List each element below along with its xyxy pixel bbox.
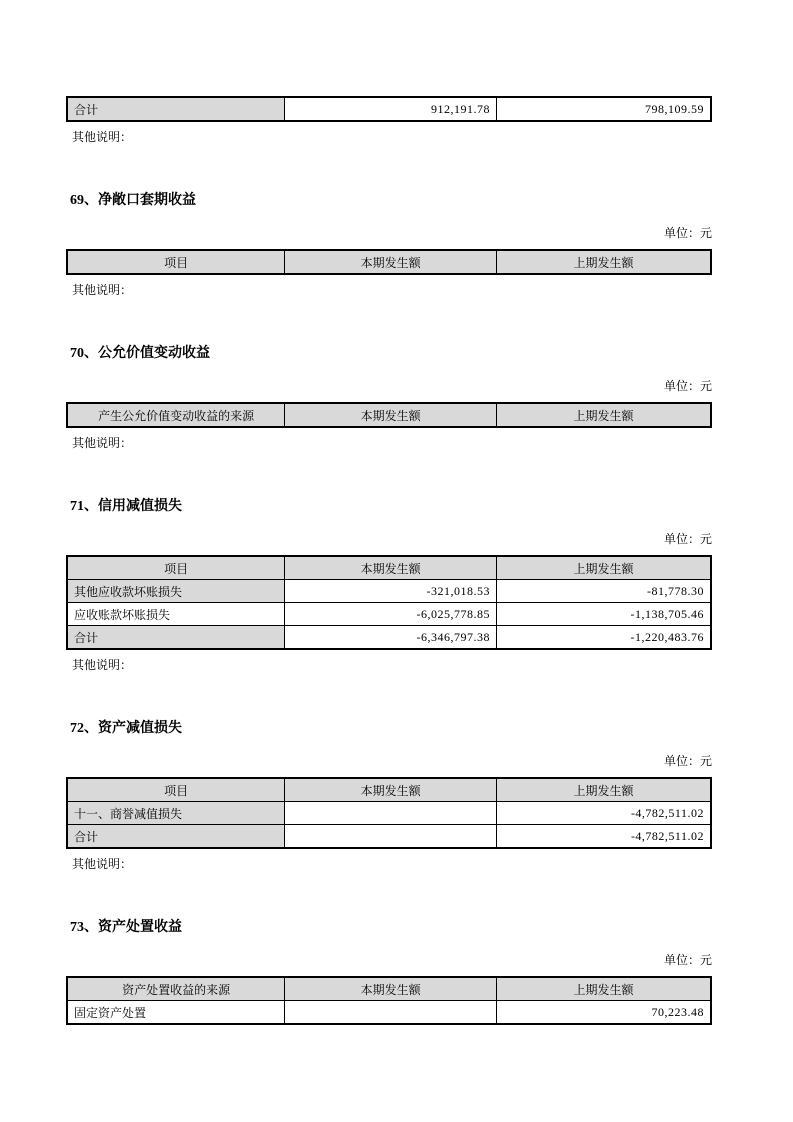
prior-amount: -1,220,483.76 xyxy=(497,626,711,650)
total-current-amount: 912,191.78 xyxy=(285,97,497,121)
section-70-title: 70、公允价值变动收益 xyxy=(70,346,210,361)
row-label: 其他应收款坏账损失 xyxy=(67,580,285,603)
table-row-total xyxy=(67,825,711,849)
col-header-current-period: 本期发生额 xyxy=(285,403,497,427)
prior-amount: -4,782,511.02 xyxy=(497,825,711,849)
section-69-title: 69、净敞口套期收益 xyxy=(70,193,196,208)
table-header-row xyxy=(67,250,711,274)
table-row-total xyxy=(67,97,711,121)
col-header-current-period: 本期发生额 xyxy=(285,250,497,274)
table-header-row xyxy=(67,977,711,1001)
col-header-current-period: 本期发生额 xyxy=(285,556,497,580)
current-amount: -321,018.53 xyxy=(285,580,497,603)
col-header-item: 项目 xyxy=(67,778,285,802)
col-header-prior-period: 上期发生额 xyxy=(497,403,711,427)
previous-section-total-table xyxy=(66,96,712,122)
col-header-item: 项目 xyxy=(67,250,285,274)
col-header-current-period: 本期发生额 xyxy=(285,778,497,802)
prior-amount: -81,778.30 xyxy=(497,580,711,603)
other-note: 其他说明： xyxy=(72,857,133,871)
section-71-title: 71、信用减值损失 xyxy=(70,499,182,514)
other-note: 其他说明： xyxy=(72,658,133,672)
row-label: 十一、商誉减值损失 xyxy=(67,802,285,825)
table-header-row xyxy=(67,403,711,427)
table-row-total xyxy=(67,626,711,650)
table-row xyxy=(67,580,711,603)
unit-label: 单位：元 xyxy=(663,532,712,546)
prior-amount: 70,223.48 xyxy=(497,1001,711,1025)
section-72-title: 72、资产减值损失 xyxy=(70,721,182,736)
table-row xyxy=(67,603,711,626)
col-header-prior-period: 上期发生额 xyxy=(497,556,711,580)
other-note: 其他说明： xyxy=(72,283,133,297)
unit-label: 单位：元 xyxy=(663,226,712,240)
other-note: 其他说明： xyxy=(72,130,133,144)
row-label: 固定资产处置 xyxy=(67,1001,285,1025)
table-header-row xyxy=(67,778,711,802)
col-header-source: 资产处置收益的来源 xyxy=(67,977,285,1001)
section-71-table xyxy=(66,555,712,650)
current-amount xyxy=(285,1001,497,1025)
current-amount xyxy=(285,825,497,849)
section-69-table xyxy=(66,249,712,275)
current-amount: -6,025,778.85 xyxy=(285,603,497,626)
table-row xyxy=(67,802,711,825)
row-label-total: 合计 xyxy=(67,97,285,121)
other-note: 其他说明： xyxy=(72,436,133,450)
section-73-title: 73、资产处置收益 xyxy=(70,920,182,935)
total-prior-amount: 798,109.59 xyxy=(497,97,711,121)
row-label-total: 合计 xyxy=(67,626,285,650)
col-header-source: 产生公允价值变动收益的来源 xyxy=(67,403,285,427)
table-header-row xyxy=(67,556,711,580)
unit-label: 单位：元 xyxy=(663,953,712,967)
row-label-total: 合计 xyxy=(67,825,285,849)
current-amount xyxy=(285,802,497,825)
section-72-table xyxy=(66,777,712,849)
section-70-table xyxy=(66,402,712,428)
col-header-item: 项目 xyxy=(67,556,285,580)
current-amount: -6,346,797.38 xyxy=(285,626,497,650)
table-row xyxy=(67,1001,711,1025)
row-label: 应收账款坏账损失 xyxy=(67,603,285,626)
col-header-current-period: 本期发生额 xyxy=(285,977,497,1001)
section-73-table xyxy=(66,976,712,1025)
prior-amount: -4,782,511.02 xyxy=(497,802,711,825)
unit-label: 单位：元 xyxy=(663,754,712,768)
unit-label: 单位：元 xyxy=(663,379,712,393)
prior-amount: -1,138,705.46 xyxy=(497,603,711,626)
col-header-prior-period: 上期发生额 xyxy=(497,250,711,274)
col-header-prior-period: 上期发生额 xyxy=(497,778,711,802)
col-header-prior-period: 上期发生额 xyxy=(497,977,711,1001)
